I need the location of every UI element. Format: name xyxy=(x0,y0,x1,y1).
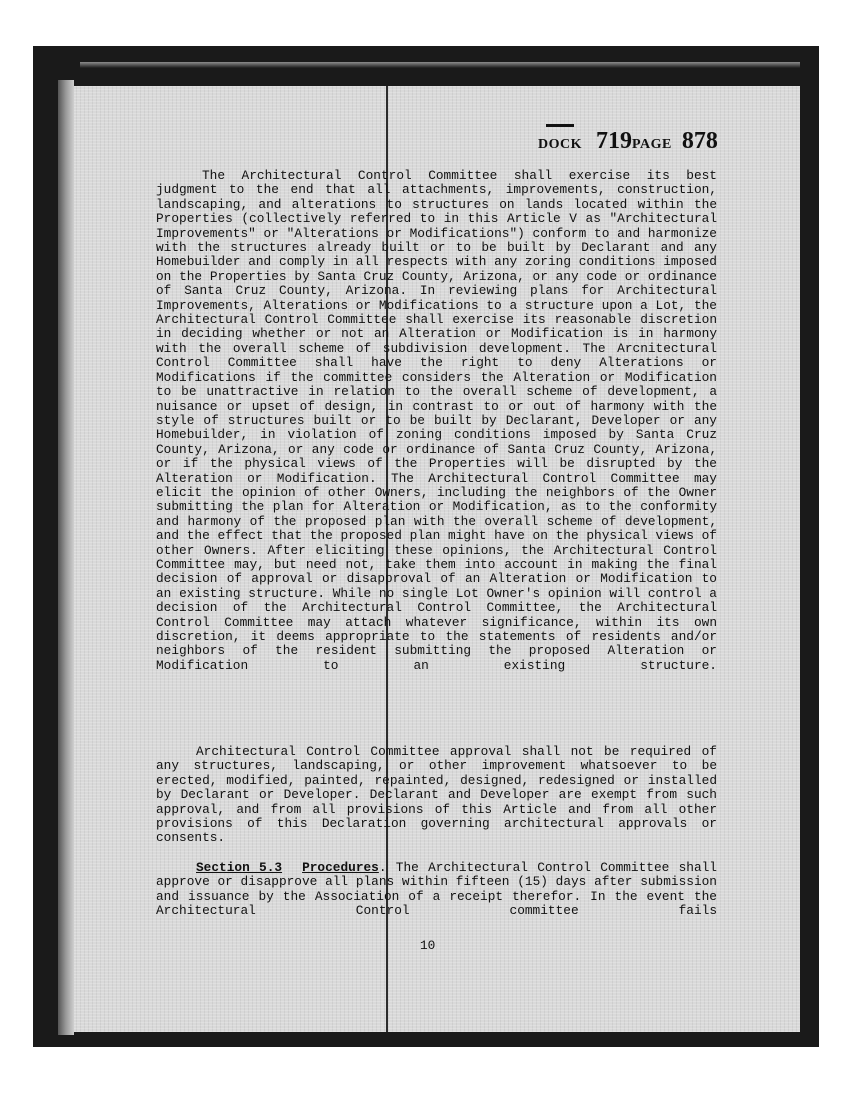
book-prefix: DOCK xyxy=(538,137,582,152)
paragraph-2-text: Architectural Control Committee approval shall not be required of any structures, landscaping, or other improvement whatsoever to be erected, modified, painted, repainted, designed, redesigned or installed by Declarant or Developer. Declarant and Developer are exempt from such approval, and from all provisions of this Article and from all other provisions of this Declaration governing architectural approvals or consents. xyxy=(156,744,717,846)
paragraph-3-text: . The Architectural Control Committee shall approve or disapprove all plans within fifteen (15) days after submission and issuance by the Association of a receipt therefor. In the event the Architectural Control committee fails xyxy=(156,860,717,919)
section-title: Procedures xyxy=(302,860,379,875)
section-label: Section 5.3 xyxy=(196,860,283,875)
scan-top-edge xyxy=(80,62,800,68)
strike-bar xyxy=(546,124,574,127)
paragraph-section-5-3 xyxy=(156,861,717,919)
paragraph-architectural-control xyxy=(156,169,717,673)
book-page-reference xyxy=(538,128,718,155)
scan-left-streak xyxy=(58,80,74,1035)
page-reference: 878 xyxy=(681,128,718,154)
paragraph-committee-approval xyxy=(156,745,717,846)
page-label: PAGE xyxy=(632,137,672,152)
page-number: 10 xyxy=(420,938,436,953)
paragraph-1-text: The Architectural Control Committee shall exercise its best judgment to the end that all attachments, improvements, construction, landscaping, and alterations to structures on lands located within the Properties (collectively referred to in this Article V as "Architectural Improvements" or "Alterations or Modifications") conform to and harmonize with the structures already built or to be built by Declarant and any Homebuilder and comply in all respects with any zoring conditions imposed on the Properties by Santa Cruz County, Arizona, or any code or ordinance of Santa Cruz County, Arizona. In reviewing plans for Architectural Improvements, Alterations or Modifications to a structure upon a Lot, the Architectural Control Committee shall exercise its reasonable discretion in deciding whether or not an Alteration or Modification is in harmony with the overall scheme of subdivision development. The Arcnitectural Control Committee shall have the right to deny Alterations or Modifications if the committee considers the Alteration or Modification to be unattractive in relation to the overall scheme of development, a nuisance or upset of design, in contrast to or out of harmony with the style of structures built or to be built by Declarant, Developer or any Homebuilder, in violation of zoning conditions imposed by Santa Cruz County, Arizona, or any code or ordinance of Santa Cruz County, Arizona, or if the physical views of the Properties will be disrupted by the Alteration or Modification. The Architectural Control Committee may elicit the opinion of other Owners, including the neighbors of the Owner submitting the plan for Alteration or Modification, as to the conformity and harmony of the proposed plan with the overall scheme of development, and the effect that the proposed plan might have on the physical views of other Owners. After eliciting these opinions, the Architectural Control Committee may, but need not, take them into account in making the final decision of approval or disapproval of an Alteration or Modification to an existing structure. While no single Lot Owner's opinion will control a decision of the Architectural Control Committee, the Architectural Control Committee may attach whatever significance, within its own discretion, it deems appropriate to the statements of residents and/or neighbors of the resident submitting the proposed Alteration or Modification to an existing structure. xyxy=(156,168,717,673)
book-number: 719 xyxy=(596,128,632,154)
